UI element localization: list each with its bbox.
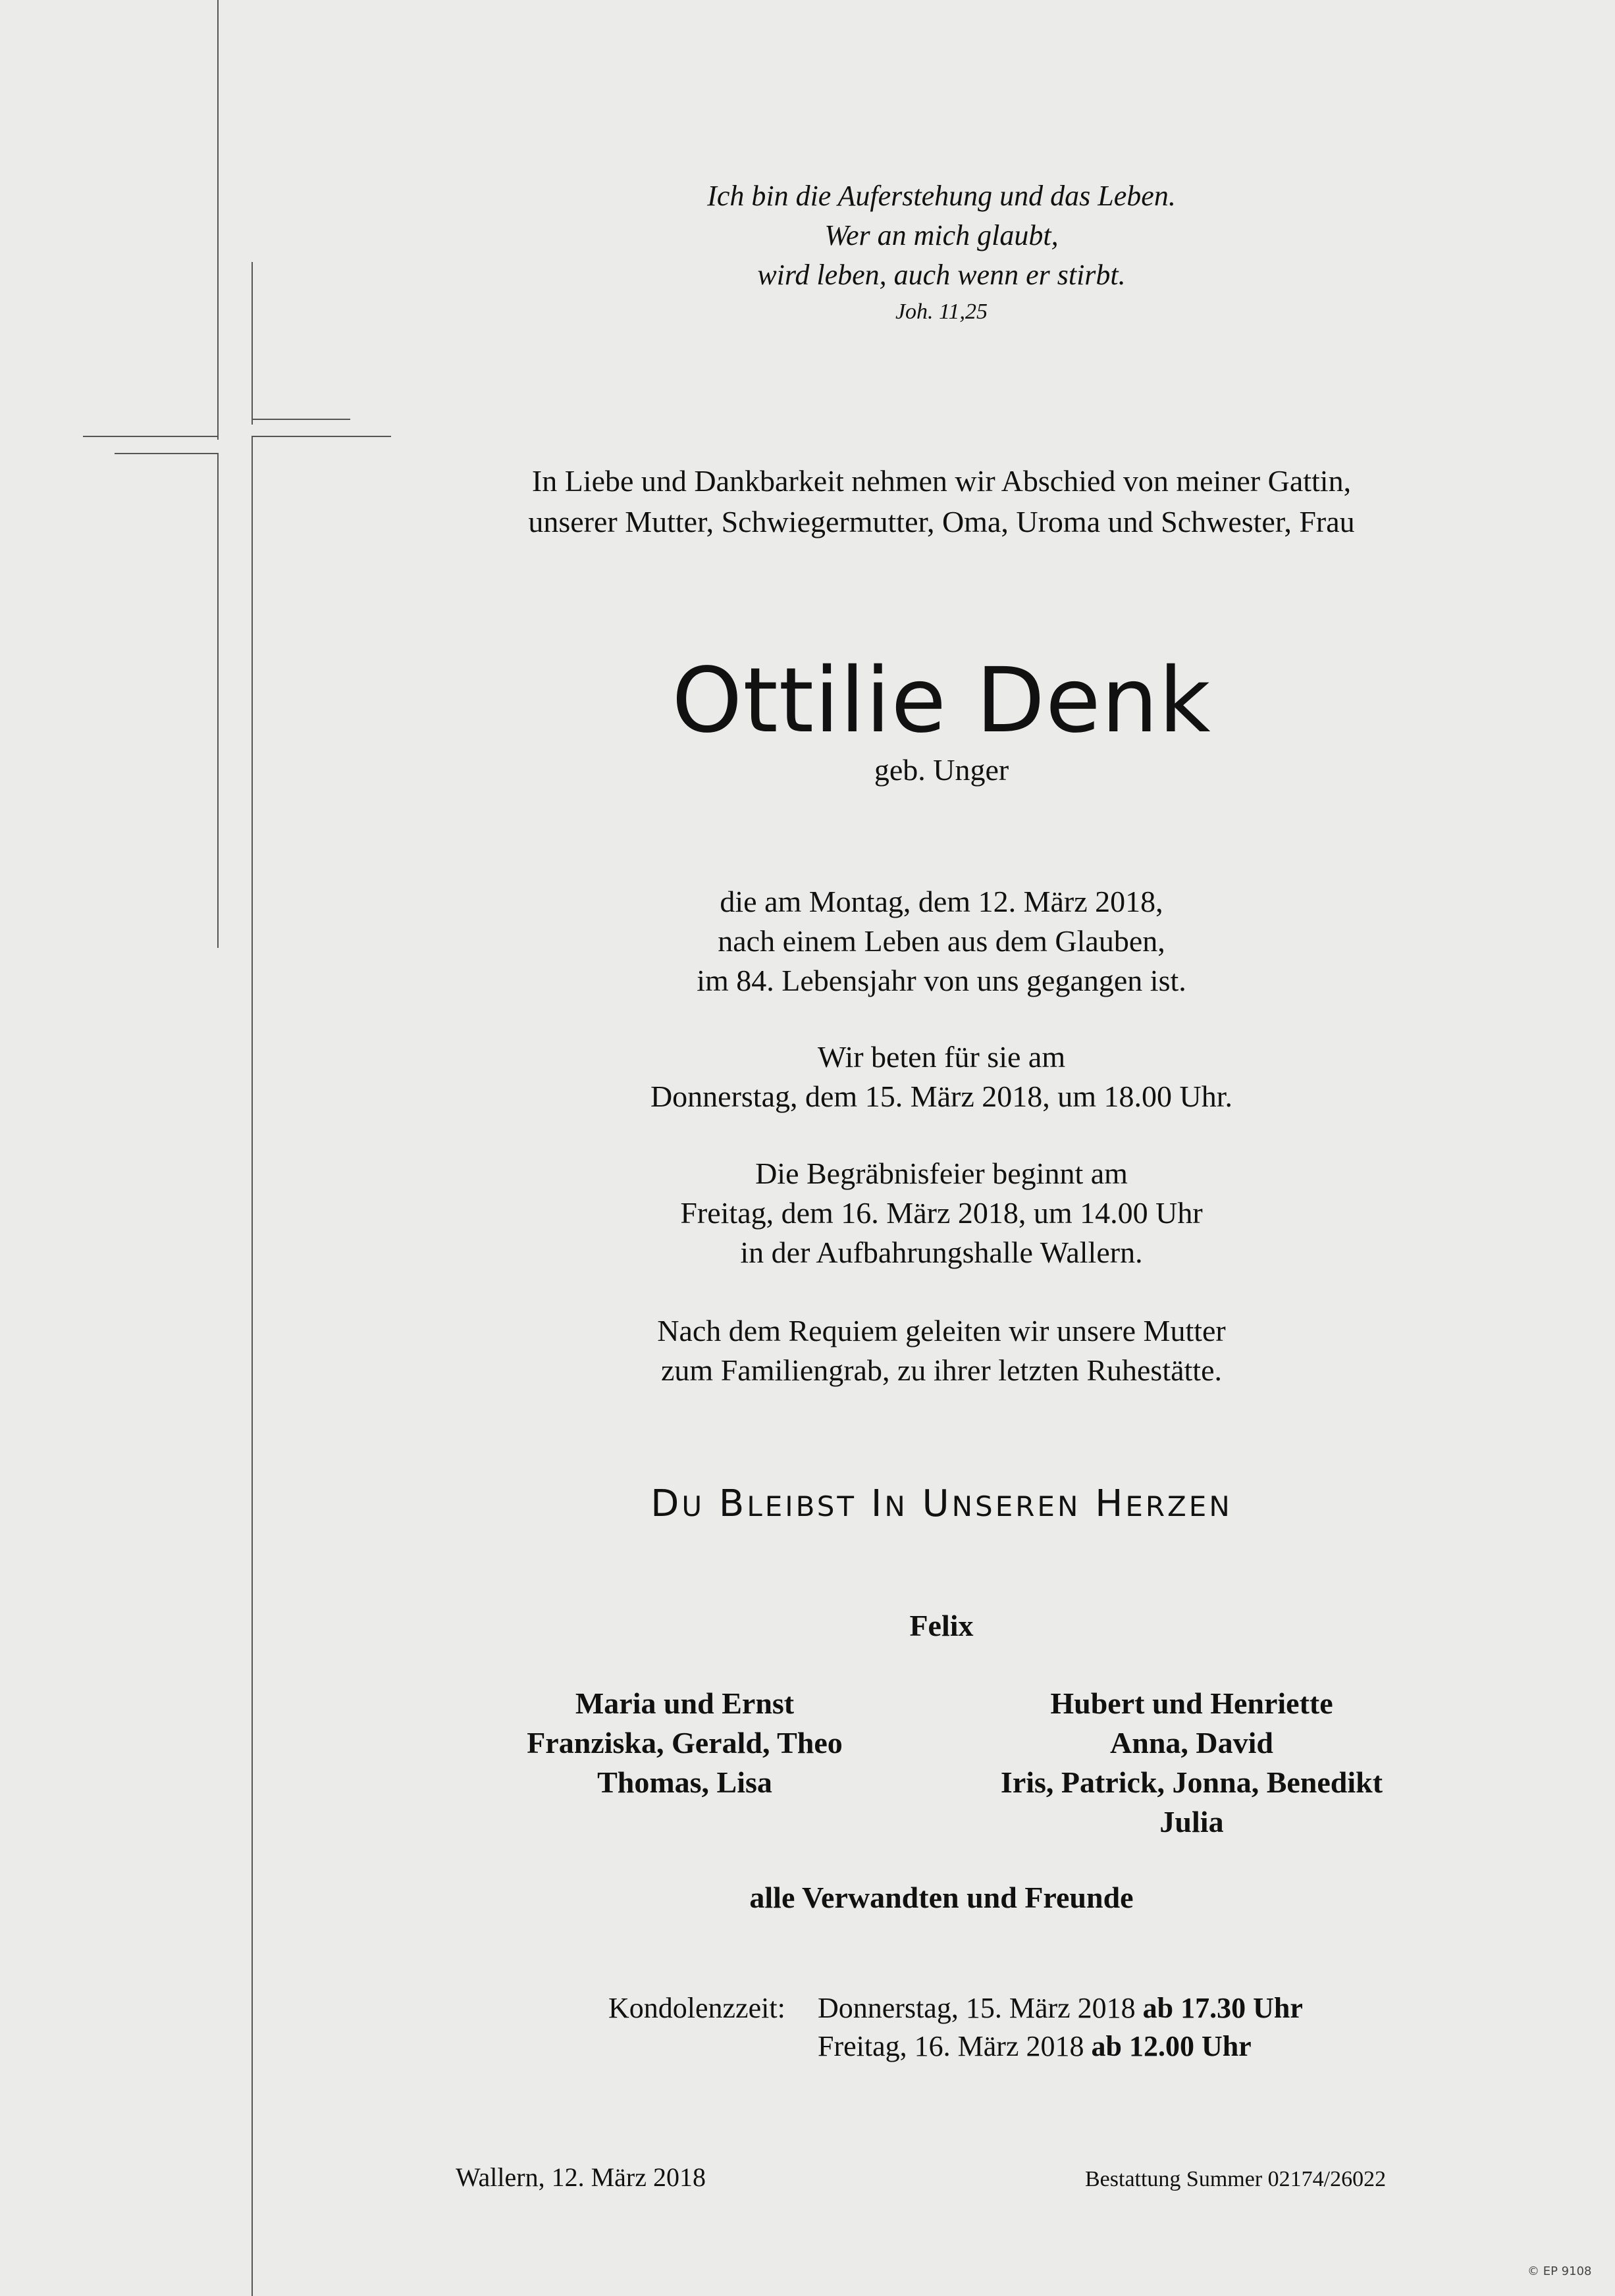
footer-place-date: Wallern, 12. März 2018 xyxy=(456,2162,706,2192)
mourner-left-2: Franziska, Gerald, Theo xyxy=(527,1726,843,1760)
mourner-left-3: Thomas, Lisa xyxy=(597,1765,772,1799)
condolence-label: Kondolenzzeit: xyxy=(608,1992,785,2024)
closing-motto-w2-initial: B xyxy=(718,1482,747,1525)
death-paragraph xyxy=(395,882,1488,1001)
prayer-line-2: Donnerstag, dem 15. März 2018, um 18.00 Uhr. xyxy=(650,1080,1233,1113)
mourner-left-1: Maria und Ernst xyxy=(575,1686,795,1720)
intro-text xyxy=(395,461,1488,542)
intro-line-1: In Liebe und Dankbarkeit nehmen wir Abschied von meiner Gattin, xyxy=(531,464,1352,498)
cross-vertical-lower-left xyxy=(217,454,219,948)
cross-vertical-lower xyxy=(252,437,253,2296)
copyright-mark: © EP 9108 xyxy=(1527,2264,1592,2278)
mourner-others: alle Verwandten und Freunde xyxy=(749,1881,1134,1914)
bible-verse-reference: Joh. 11,25 xyxy=(895,300,988,324)
prayer-paragraph xyxy=(395,1037,1488,1116)
death-line-1: die am Montag, dem 12. März 2018, xyxy=(720,885,1163,918)
condolence-row-1 xyxy=(818,1989,1303,2027)
requiem-line-2: zum Familiengrab, zu ihrer letzten Ruhestätte. xyxy=(661,1353,1222,1387)
death-line-2: nach einem Leben aus dem Glauben, xyxy=(718,924,1165,958)
closing-motto-w5-rest: ERZEN xyxy=(1125,1490,1232,1523)
condolence-row-2-time: ab 12.00 Uhr xyxy=(1091,2030,1252,2062)
footer-undertaker: Bestattung Summer 02174/26022 xyxy=(1085,2167,1387,2191)
maiden-name: geb. Unger xyxy=(874,753,1009,787)
prayer-line-1: Wir beten für sie am xyxy=(817,1040,1066,1074)
deceased-name: Ottilie Denk xyxy=(672,649,1211,753)
closing-motto-w2-rest: LEIBST xyxy=(747,1490,857,1523)
mourner-right-4: Julia xyxy=(1159,1805,1224,1839)
closing-motto-w1-rest: U xyxy=(681,1490,705,1523)
cross-horizontal-bottom-right xyxy=(252,436,391,437)
mourner-right-2: Anna, David xyxy=(1110,1726,1273,1760)
cross-horizontal-top-left xyxy=(83,436,219,437)
requiem-paragraph xyxy=(395,1311,1488,1390)
condolence-row-2-day: Freitag, 16. März 2018 xyxy=(818,2030,1084,2062)
funeral-paragraph xyxy=(395,1154,1488,1272)
funeral-line-1: Die Begräbnisfeier beginnt am xyxy=(755,1157,1128,1190)
bible-verse xyxy=(395,176,1488,329)
requiem-line-1: Nach dem Requiem geleiten wir unsere Mutter xyxy=(657,1314,1226,1347)
closing-motto xyxy=(395,1481,1488,1530)
closing-motto-w4-initial: U xyxy=(922,1482,952,1525)
mourner-right-3: Iris, Patrick, Jonna, Benedikt xyxy=(1000,1765,1383,1799)
bible-verse-line-1: Ich bin die Auferstehung und das Leben. xyxy=(707,180,1176,212)
closing-motto-w1-initial: D xyxy=(650,1482,682,1525)
mourner-spouse: Felix xyxy=(909,1609,974,1642)
cross-vertical-right xyxy=(252,262,253,425)
closing-motto-w3-rest: N xyxy=(884,1490,908,1523)
closing-motto-w3-initial: I xyxy=(870,1482,885,1525)
condolence-row-1-day: Donnerstag, 15. März 2018 xyxy=(818,1992,1136,2024)
condolence-row-1-time: ab 17.30 Uhr xyxy=(1142,1992,1303,2024)
death-line-3: im 84. Lebensjahr von uns gegangen ist. xyxy=(697,964,1186,997)
cross-vertical-left xyxy=(217,0,219,440)
mourner-right-1: Hubert und Henriette xyxy=(1050,1686,1333,1720)
condolence-row-2 xyxy=(818,2027,1252,2066)
closing-motto-w5-initial: H xyxy=(1095,1482,1126,1525)
cross-horizontal-bottom-left xyxy=(115,453,219,454)
cross-horizontal-top-right xyxy=(252,419,350,420)
intro-line-2: unserer Mutter, Schwiegermutter, Oma, Uroma und Schwester, Frau xyxy=(528,505,1355,538)
funeral-line-3: in der Aufbahrungshalle Wallern. xyxy=(740,1236,1143,1269)
bible-verse-line-3: wird leben, auch wenn er stirbt. xyxy=(757,259,1126,291)
mourners-left-column xyxy=(474,1684,895,1802)
funeral-line-2: Freitag, dem 16. März 2018, um 14.00 Uhr xyxy=(680,1196,1203,1230)
bible-verse-line-2: Wer an mich glaubt, xyxy=(824,219,1059,251)
closing-motto-w4-rest: NSEREN xyxy=(951,1490,1081,1523)
mourners-right-column xyxy=(955,1684,1429,1842)
